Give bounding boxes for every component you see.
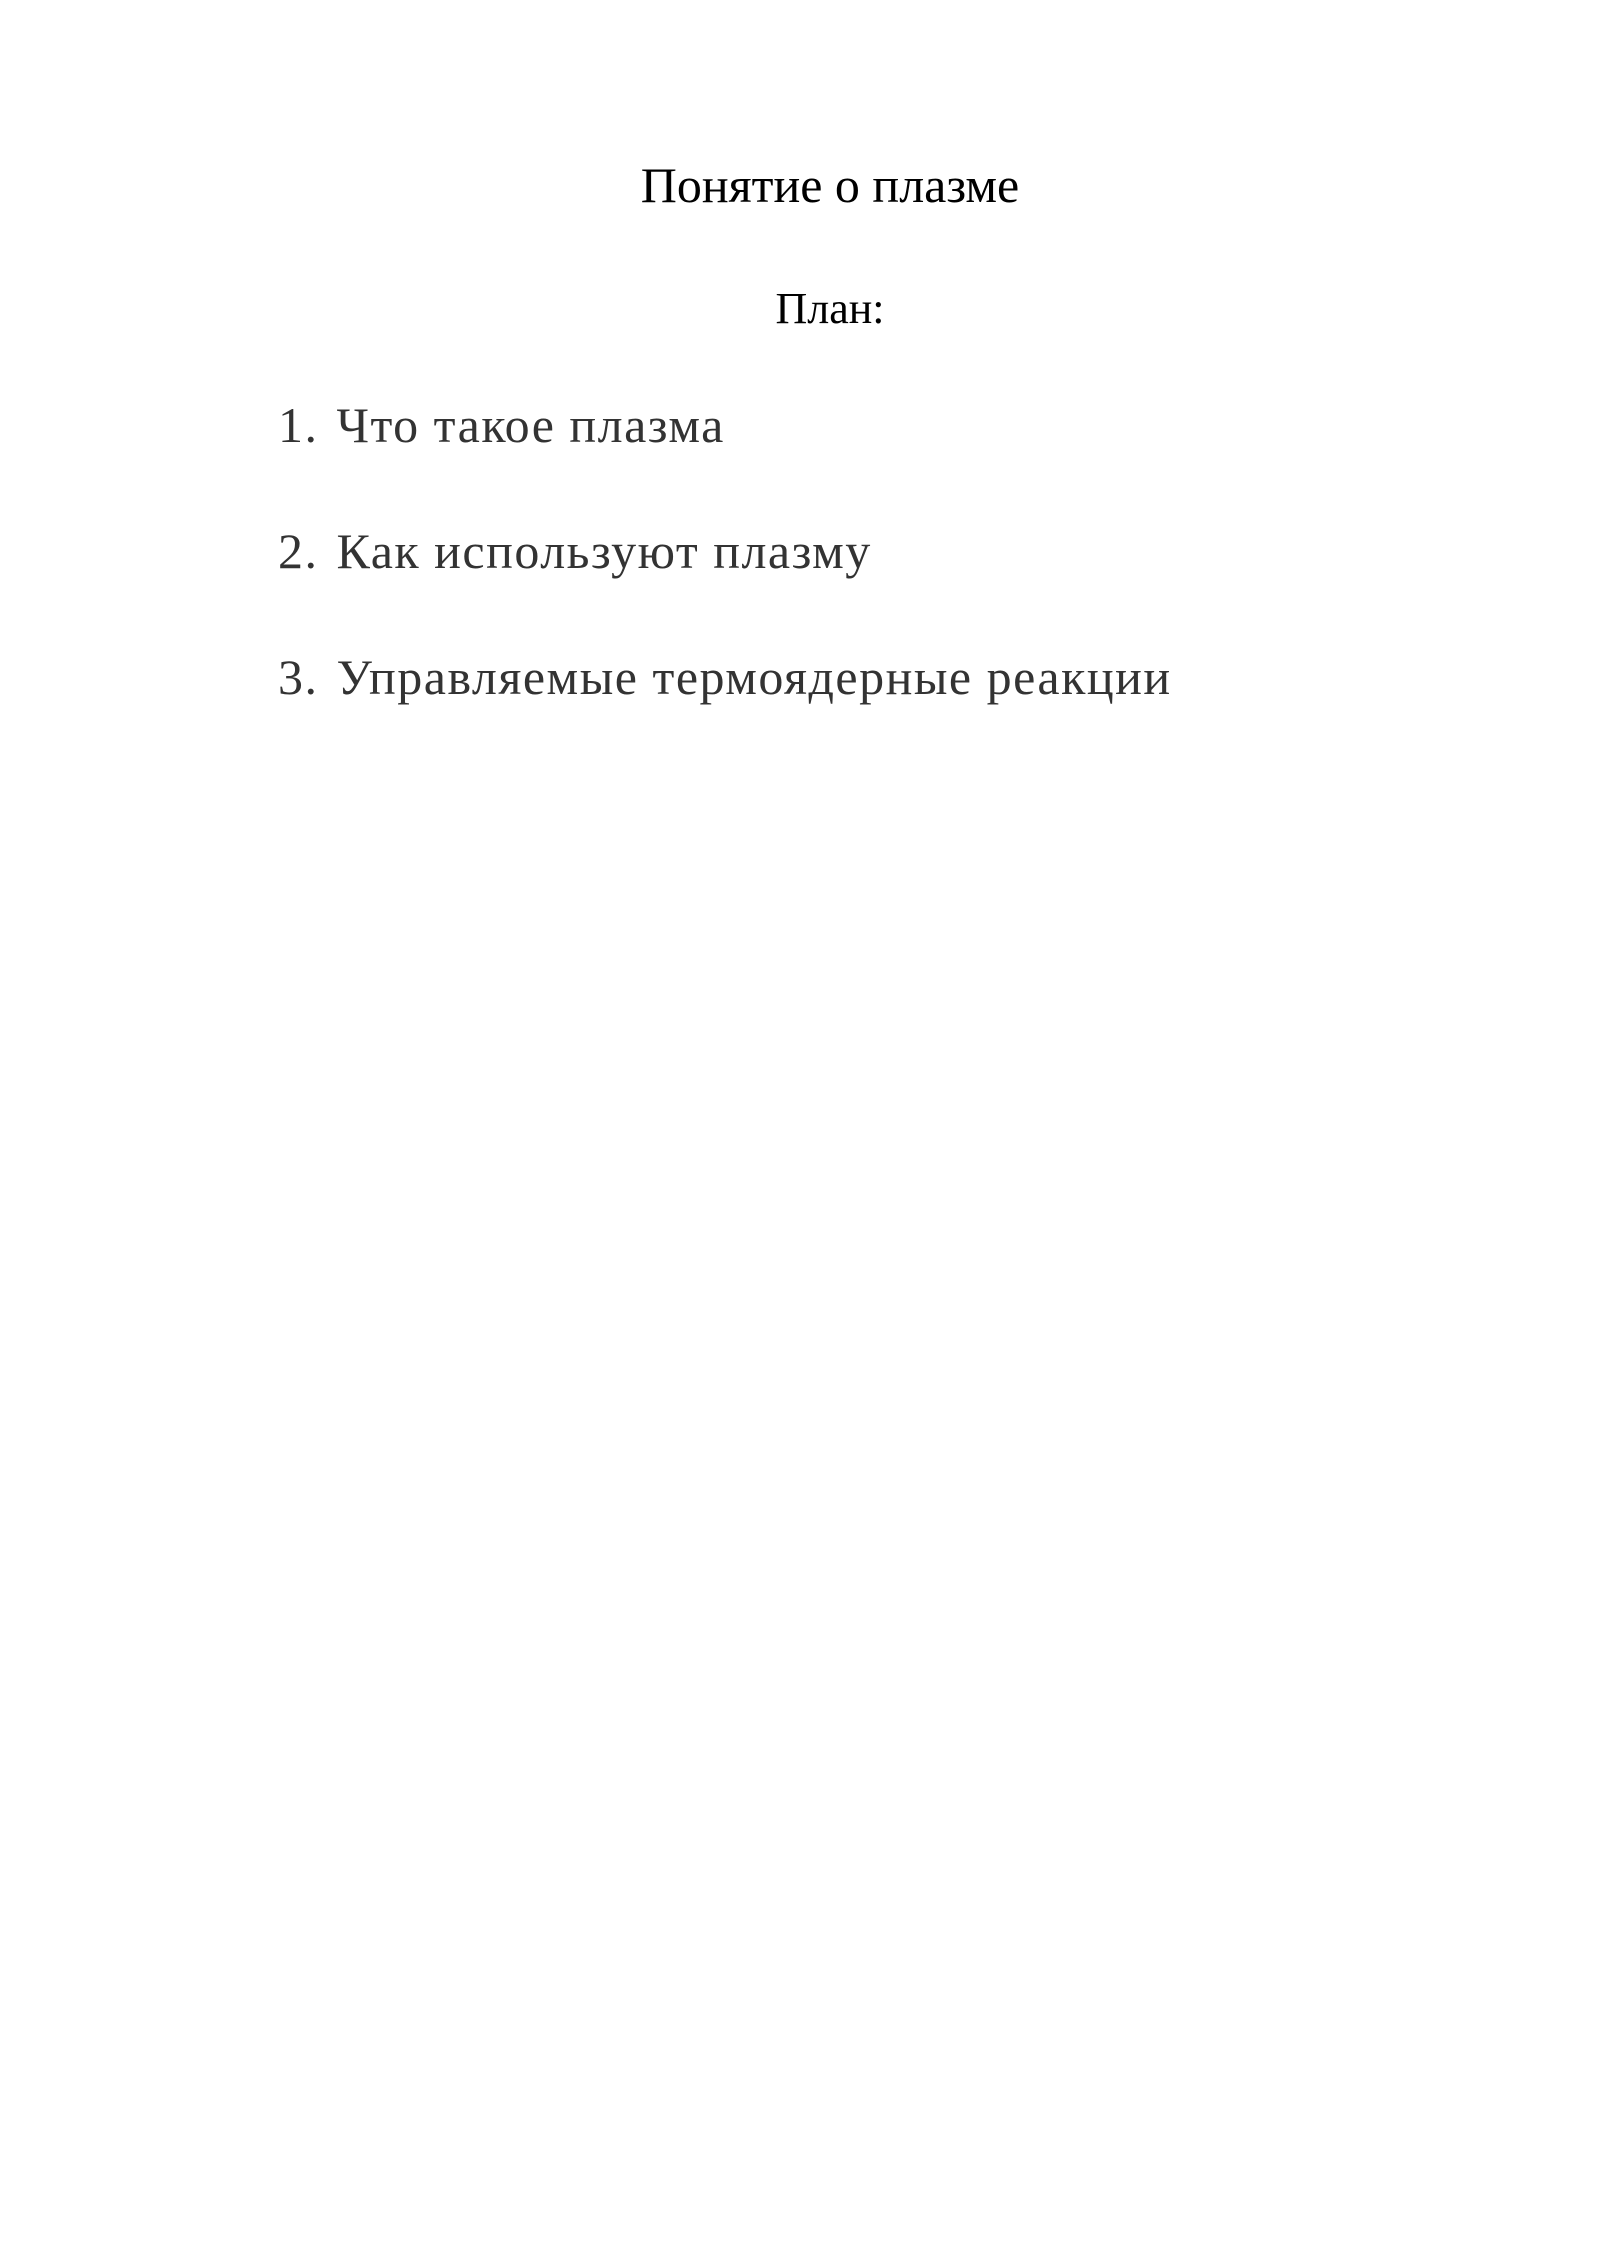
plan-item-text: Как используют плазму bbox=[336, 523, 872, 579]
plan-heading: План: bbox=[775, 284, 885, 333]
plan-item-text: Что такое плазма bbox=[336, 397, 725, 453]
plan-item bbox=[278, 516, 1172, 586]
plan-item bbox=[278, 390, 1172, 460]
plan-item-text: Управляемые термоядерные реакции bbox=[336, 649, 1172, 705]
plan-item-number: 2. bbox=[278, 523, 319, 579]
plan-list bbox=[278, 390, 1172, 768]
document-title: Понятие о плазме bbox=[640, 157, 1020, 213]
plan-item bbox=[278, 642, 1172, 712]
plan-item-number: 1. bbox=[278, 397, 319, 453]
plan-item-number: 3. bbox=[278, 649, 319, 705]
